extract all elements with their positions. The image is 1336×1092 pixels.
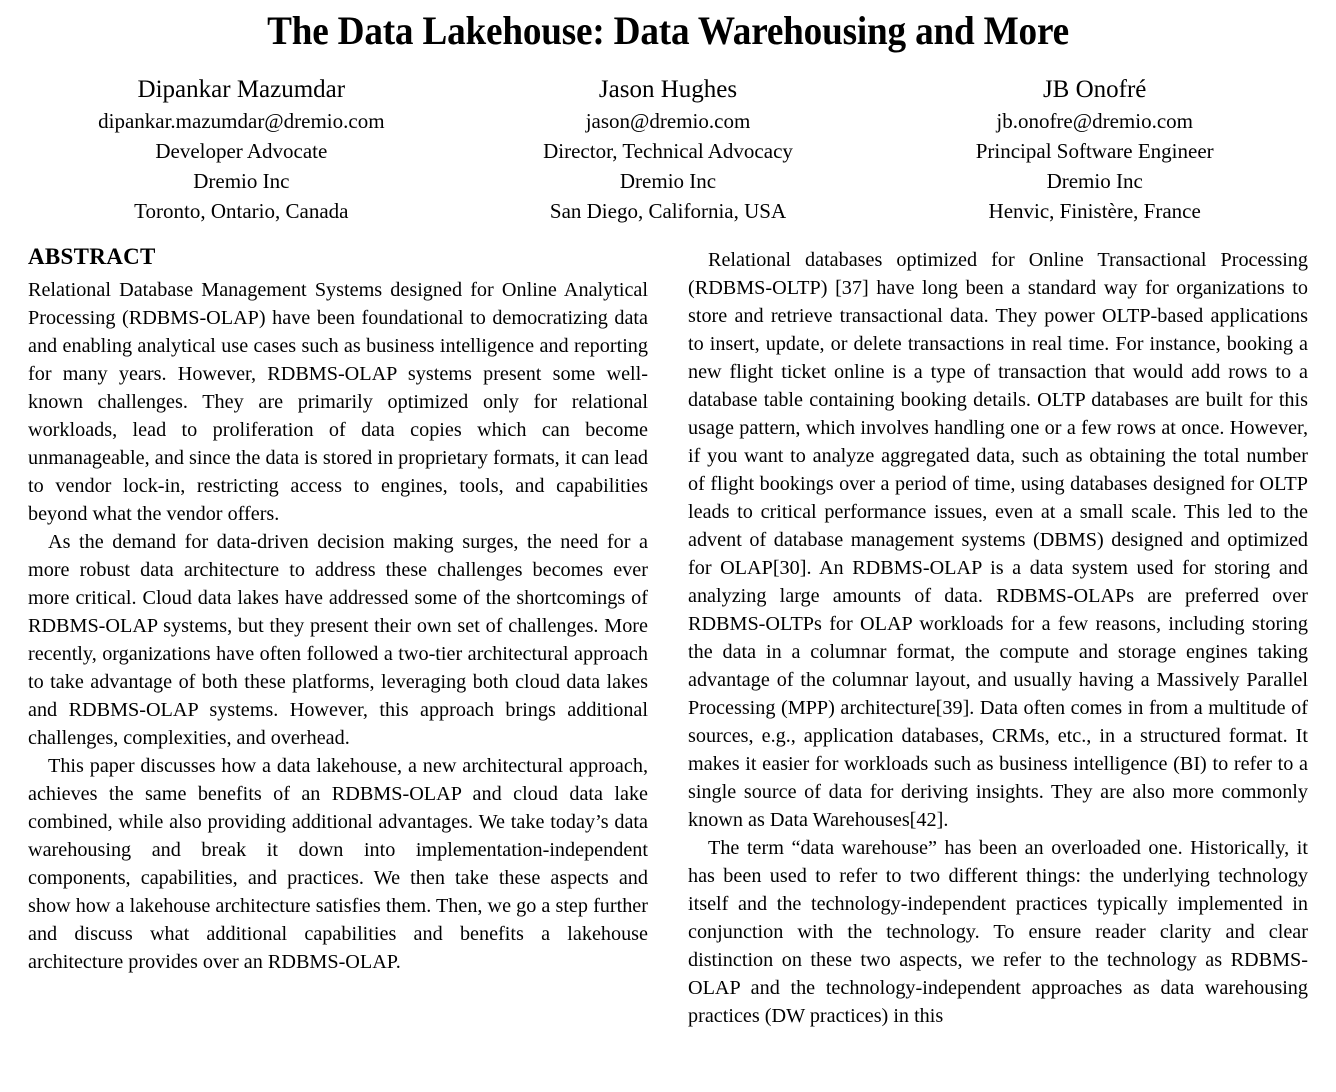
author-affiliation: Dremio Inc bbox=[193, 169, 290, 193]
author-location: Henvic, Finistère, France bbox=[988, 199, 1201, 223]
author-email: dipankar.mazumdar@dremio.com bbox=[98, 109, 385, 133]
paper-page bbox=[0, 8, 1336, 1092]
author-role: Developer Advocate bbox=[155, 139, 328, 163]
author-affiliation: Dremio Inc bbox=[1046, 169, 1143, 193]
page-title: The Data Lakehouse: Data Warehousing and More bbox=[267, 8, 1069, 53]
author-block-3 bbox=[881, 74, 1308, 226]
author-location: San Diego, California, USA bbox=[549, 199, 787, 223]
abstract-paragraph: As the demand for data-driven decision making surges, the need for a more robust data architecture to address these challenges becomes ever more critical. Cloud data lakes have addressed some of the shortcomings of RDBMS-OLAP systems, but they present their own set of challenges. More recently, organizations have often followed a two-tier architectural approach to take advantage of both these platforms, leveraging both cloud data lakes and RDBMS-OLAP systems. However, this approach brings additional challenges, complexities, and overhead. bbox=[28, 531, 648, 749]
author-role: Director, Technical Advocacy bbox=[543, 139, 793, 163]
intro-paragraph: Relational databases optimized for Online Transactional Processing (RDBMS-OLTP) [37] have long been a standard way for organizations to store and retrieve transactional data. They power OLTP-based applications to insert, update, or delete transactions in real time. For instance, booking a new flight ticket online is a type of transaction that would add rows to a database table containing booking details. OLTP databases are built for this usage pattern, which involves handling one or a few rows at once. However, if you want to analyze aggregated data, such as obtaining the total number of flight bookings over a period of time, using databases designed for OLTP leads to critical performance issues, even at a small scale. This led to the advent of database management systems (DBMS) designed and optimized for OLAP[30]. An RDBMS-OLAP is a data system used for storing and analyzing large amounts of data. RDBMS-OLAPs are preferred over RDBMS-OLTPs for OLAP workloads for a few reasons, including storing the data in a columnar format, the compute and storage engines taking advantage of the columnar layout, and usually having a Massively Parallel Processing (MPP) architecture[39]. Data often comes in from a multitude of sources, e.g., application databases, CRMs, etc., in a structured format. It makes it easier for workloads such as business intelligence (BI) to refer to a single source of data for deriving insights. They are also more commonly known as Data Warehouses[42]. bbox=[688, 249, 1308, 831]
author-location: Toronto, Ontario, Canada bbox=[134, 199, 349, 223]
author-email: jb.onofre@dremio.com bbox=[996, 109, 1193, 133]
author-email: jason@dremio.com bbox=[585, 109, 751, 133]
two-column-body bbox=[28, 242, 1308, 1030]
author-name: JB Onofré bbox=[1042, 76, 1147, 103]
abstract-paragraph: This paper discusses how a data lakehouse, a new architectural approach, achieves the same benefits of an RDBMS-OLAP and cloud data lake combined, while also providing additional advantages. We take today’s data warehousing and break it down into implementation-independent components, capabilities, and practices. We then take these aspects and show how a lakehouse architecture satisfies them. Then, we go a step further and discuss what additional capabilities and benefits a lakehouse architecture provides over an RDBMS-OLAP. bbox=[28, 755, 648, 973]
column-right bbox=[688, 242, 1308, 1030]
column-left bbox=[28, 242, 648, 976]
author-role: Principal Software Engineer bbox=[975, 139, 1214, 163]
author-list bbox=[28, 74, 1308, 226]
author-block-1 bbox=[28, 74, 455, 226]
author-block-2 bbox=[455, 74, 882, 226]
author-name: Jason Hughes bbox=[598, 76, 738, 103]
author-name: Dipankar Mazumdar bbox=[137, 76, 346, 103]
author-affiliation: Dremio Inc bbox=[619, 169, 717, 193]
intro-paragraph: The term “data warehouse” has been an overloaded one. Historically, it has been used to refer to two different things: the underlying technology itself and the technology-independent practices typically implemented in conjunction with the technology. To ensure reader clarity and clear distinction on these two aspects, we refer to the technology as RDBMS-OLAP and the technology-independent approaches as data warehousing practices (DW practices) in this bbox=[688, 837, 1308, 1027]
abstract-paragraph: Relational Database Management Systems designed for Online Analytical Processing (RDBMS-OLAP) have been foundational to democratizing data and enabling analytical use cases such as business intelligence and reporting for many years. However, RDBMS-OLAP systems present some well-known challenges. They are primarily optimized only for relational workloads, lead to proliferation of data copies which can become unmanageable, and since the data is stored in proprietary formats, it can lead to vendor lock-in, restricting access to engines, tools, and capabilities beyond what the vendor offers. bbox=[28, 279, 648, 525]
abstract-heading: ABSTRACT bbox=[28, 244, 156, 269]
